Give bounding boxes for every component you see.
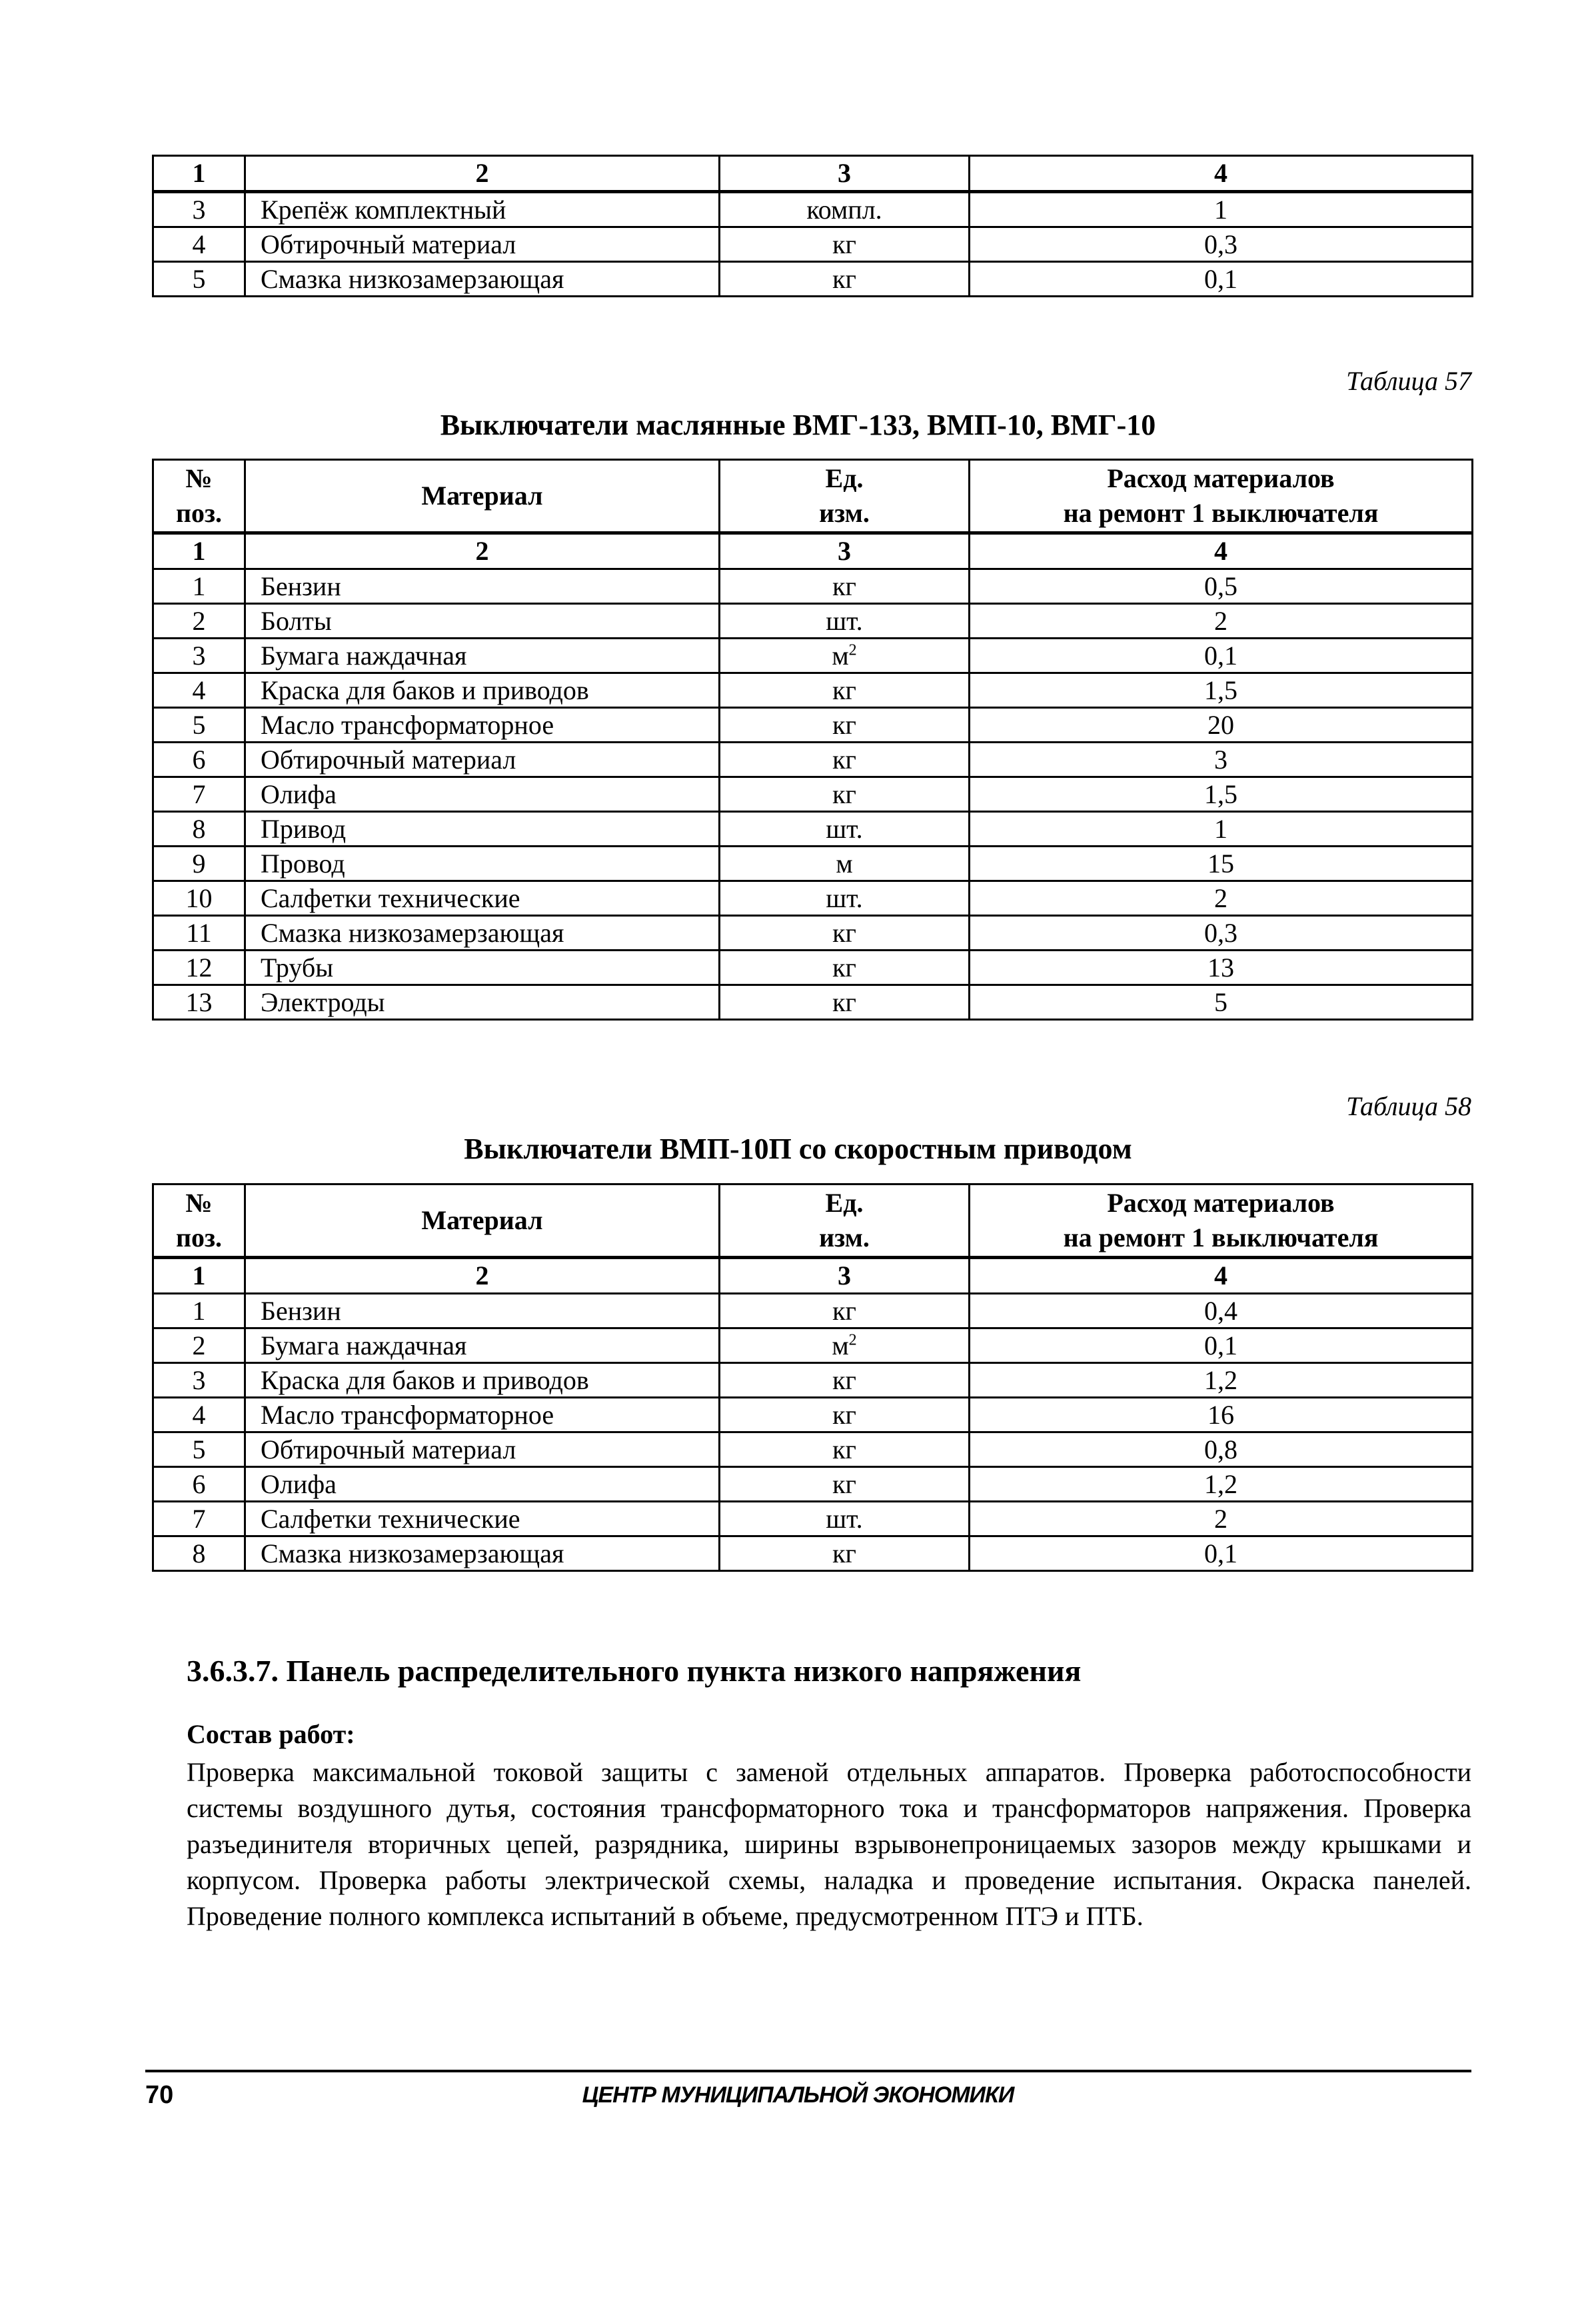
table-57 — [152, 459, 1473, 1021]
quantity-cell-text: 0,8 — [1204, 1434, 1237, 1464]
header-row — [153, 460, 1473, 533]
position-cell-text: 6 — [192, 1468, 206, 1499]
table-58 — [152, 1183, 1473, 1572]
continued-table — [152, 155, 1473, 297]
section-paragraph — [187, 1754, 1471, 1934]
unit-cell — [720, 743, 970, 777]
material-cell-text: Провод — [261, 848, 345, 879]
material-cell — [245, 1432, 720, 1467]
unit-cell — [720, 777, 970, 812]
unit-cell — [720, 1328, 970, 1363]
publisher-name: ЦЕНТР МУНИЦИПАЛЬНОЙ ЭКОНОМИКИ — [582, 2082, 1014, 2108]
position-cell — [153, 604, 245, 639]
unit-cell-text: кг — [832, 1364, 856, 1395]
unit-cell-text: кг — [832, 987, 856, 1017]
position-cell — [153, 708, 245, 743]
position-cell-text: 11 — [186, 917, 212, 948]
material-cell — [245, 881, 720, 916]
quantity-cell-text: 2 — [1214, 1503, 1227, 1534]
material-cell-text: Олифа — [261, 779, 337, 809]
column-number: 1 — [153, 533, 245, 569]
unit-cell-text: кг — [832, 952, 856, 983]
column-number: 2 — [245, 533, 720, 569]
unit-cell — [720, 1536, 970, 1571]
material-cell — [245, 1536, 720, 1571]
material-cell — [245, 743, 720, 777]
unit-cell — [720, 1294, 970, 1328]
quantity-cell-text: 2 — [1214, 605, 1227, 636]
unit-cell-text: м — [832, 640, 849, 671]
quantity-cell-text: 0,1 — [1204, 1538, 1237, 1568]
material-cell — [245, 951, 720, 985]
unit-cell — [720, 639, 970, 673]
unit-cell — [720, 916, 970, 951]
position-cell — [153, 743, 245, 777]
table-row — [153, 1502, 1473, 1536]
position-cell — [153, 673, 245, 708]
table-58-title: Выключатели ВМП-10П со скоростным приводом — [464, 1133, 1132, 1165]
header-position — [153, 1184, 245, 1258]
position-cell-text: 3 — [192, 1364, 206, 1395]
quantity-cell — [970, 881, 1473, 916]
quantity-cell — [970, 673, 1473, 708]
quantity-cell — [970, 847, 1473, 881]
position-cell-text: 12 — [185, 952, 213, 983]
quantity-cell-text: 0,1 — [1204, 1330, 1237, 1360]
table-58-caption: Таблица 58 — [1346, 1091, 1471, 1121]
material-cell-text: Бензин — [261, 1295, 341, 1326]
table-57-title: Выключатели маслянные ВМГ-133, ВМП-10, ВМГ-10 — [440, 409, 1156, 441]
footer-divider — [145, 2070, 1471, 2072]
unit-cell-text: кг — [832, 779, 856, 809]
position-cell-text: 2 — [192, 1330, 206, 1360]
material-cell-text: Привод — [261, 813, 347, 844]
header-row — [153, 1184, 1473, 1258]
unit-cell — [720, 847, 970, 881]
section-heading: 3.6.3.7. Панель распределительного пункта низкого напряжения — [187, 1654, 1082, 1688]
quantity-cell-text: 3 — [1214, 744, 1227, 775]
unit-cell — [720, 604, 970, 639]
unit-cell-text: кг — [832, 917, 856, 948]
material-cell-text: Салфетки технические — [261, 883, 520, 913]
quantity-cell-text: 2 — [1214, 883, 1227, 913]
quantity-cell — [970, 1363, 1473, 1398]
material-cell — [245, 1328, 720, 1363]
header-unit-line1: Ед. — [825, 1188, 864, 1218]
header-unit — [720, 460, 970, 533]
material-cell-text: Обтирочный материал — [261, 1434, 516, 1464]
material-cell-text: Смазка низкозамерзающая — [261, 917, 564, 948]
material-cell-text: Болты — [261, 605, 332, 636]
table-row — [153, 708, 1473, 743]
header-material: Материал — [245, 460, 720, 533]
table-row — [153, 1467, 1473, 1502]
position-cell-text: 1 — [192, 1295, 206, 1326]
quantity-cell-text: 1,5 — [1204, 675, 1237, 705]
unit-cell-text: шт. — [826, 883, 863, 913]
position-cell — [153, 812, 245, 847]
position-cell — [153, 985, 245, 1020]
material-cell — [245, 1467, 720, 1502]
table-row — [153, 743, 1473, 777]
table-row — [153, 639, 1473, 673]
quantity-cell-text: 0,1 — [1204, 640, 1237, 671]
column-number: 4 — [970, 533, 1473, 569]
material-cell — [245, 1398, 720, 1432]
table-row — [153, 192, 1473, 227]
column-number: 4 — [970, 1258, 1473, 1294]
table-row — [153, 951, 1473, 985]
unit-cell — [720, 1363, 970, 1398]
quantity-cell — [970, 812, 1473, 847]
unit-cell-text: кг — [832, 675, 856, 705]
material-cell-text: Краска для баков и приводов — [261, 1364, 589, 1395]
material-cell — [245, 916, 720, 951]
unit-cell-text: кг — [832, 744, 856, 775]
position-cell: 5 — [153, 262, 245, 297]
quantity-cell-text: 15 — [1207, 848, 1234, 879]
position-cell-text: 10 — [185, 883, 213, 913]
material-cell-text: Салфетки технические — [261, 1503, 520, 1534]
position-cell — [153, 916, 245, 951]
unit-cell-text: шт. — [826, 813, 863, 844]
table-row — [153, 847, 1473, 881]
unit-cell-text: м — [836, 848, 853, 879]
unit-cell — [720, 1467, 970, 1502]
unit-cell — [720, 1432, 970, 1467]
material-cell — [245, 673, 720, 708]
position-cell — [153, 847, 245, 881]
unit-cell: кг — [720, 262, 970, 297]
column-number: 4 — [970, 156, 1473, 192]
page-number: 70 — [145, 2081, 174, 2109]
unit-cell — [720, 951, 970, 985]
table-row — [153, 916, 1473, 951]
position-cell: 3 — [153, 192, 245, 227]
column-number-row — [153, 533, 1473, 569]
table-row — [153, 604, 1473, 639]
unit-cell-text: шт. — [826, 605, 863, 636]
table-row — [153, 1328, 1473, 1363]
header-unit — [720, 1184, 970, 1258]
quantity-cell-text: 5 — [1214, 987, 1227, 1017]
unit-cell-text: шт. — [826, 1503, 863, 1534]
position-cell-text: 1 — [192, 571, 206, 601]
quantity-cell — [970, 1432, 1473, 1467]
header-position — [153, 460, 245, 533]
unit-superscript: 2 — [848, 641, 857, 659]
quantity-cell — [970, 639, 1473, 673]
quantity-cell — [970, 1536, 1473, 1571]
quantity-cell-text: 0,5 — [1204, 571, 1237, 601]
material-cell — [245, 777, 720, 812]
column-number: 2 — [245, 156, 720, 192]
position-cell-text: 13 — [185, 987, 213, 1017]
quantity-cell-text: 13 — [1207, 952, 1234, 983]
header-position-line2: поз. — [175, 1222, 223, 1252]
header-quantity-line2: на ремонт 1 выключателя — [1063, 1222, 1379, 1252]
quantity-cell — [970, 708, 1473, 743]
unit-cell-text: кг — [832, 709, 856, 740]
quantity-cell — [970, 1398, 1473, 1432]
position-cell-text: 2 — [192, 605, 206, 636]
quantity-cell — [970, 951, 1473, 985]
table-57-body — [153, 569, 1473, 1020]
position-cell — [153, 569, 245, 604]
header-material: Материал — [245, 1184, 720, 1258]
column-number: 3 — [720, 156, 970, 192]
position-cell — [153, 1398, 245, 1432]
column-number-row — [153, 156, 1473, 192]
column-number: 1 — [153, 1258, 245, 1294]
material-cell-text: Масло трансформаторное — [261, 709, 554, 740]
quantity-cell — [970, 1294, 1473, 1328]
position-cell-text: 3 — [192, 640, 206, 671]
unit-cell — [720, 1502, 970, 1536]
material-cell-text: Олифа — [261, 1468, 337, 1499]
table-57-caption: Таблица 57 — [1346, 366, 1471, 396]
unit-cell — [720, 881, 970, 916]
table-row — [153, 1432, 1473, 1467]
unit-cell — [720, 1398, 970, 1432]
column-number: 2 — [245, 1258, 720, 1294]
position-cell-text: 4 — [192, 1399, 206, 1430]
table-row — [153, 1536, 1473, 1571]
position-cell — [153, 951, 245, 985]
unit-cell — [720, 673, 970, 708]
quantity-cell — [970, 569, 1473, 604]
position-cell: 4 — [153, 227, 245, 262]
quantity-cell: 1 — [970, 192, 1473, 227]
material-cell — [245, 847, 720, 881]
quantity-cell-text: 1,2 — [1204, 1364, 1237, 1395]
table-row — [153, 1363, 1473, 1398]
table-row — [153, 985, 1473, 1020]
position-cell-text: 5 — [192, 709, 206, 740]
unit-cell-text: кг — [832, 1399, 856, 1430]
unit-cell-text: кг — [832, 1434, 856, 1464]
quantity-cell — [970, 1467, 1473, 1502]
table-row — [153, 1398, 1473, 1432]
material-cell — [245, 569, 720, 604]
header-unit-line2: изм. — [819, 498, 870, 528]
section-subheading: Состав работ: — [187, 1719, 355, 1749]
table-row — [153, 673, 1473, 708]
quantity-cell — [970, 743, 1473, 777]
position-cell-text: 9 — [192, 848, 206, 879]
quantity-cell-text: 1 — [1214, 813, 1227, 844]
header-position-line1: № — [185, 463, 213, 493]
column-number-row — [153, 1258, 1473, 1294]
table-row — [153, 881, 1473, 916]
position-cell-text: 4 — [192, 675, 206, 705]
position-cell — [153, 881, 245, 916]
quantity-cell — [970, 1328, 1473, 1363]
position-cell — [153, 639, 245, 673]
header-quantity — [970, 460, 1473, 533]
quantity-cell: 0,1 — [970, 262, 1473, 297]
material-cell-text: Смазка низкозамерзающая — [261, 1538, 564, 1568]
header-position-line1: № — [185, 1188, 213, 1218]
material-cell-text: Бумага наждачная — [261, 640, 467, 671]
column-number: 1 — [153, 156, 245, 192]
header-position-line2: поз. — [175, 498, 223, 528]
position-cell-text: 8 — [192, 813, 206, 844]
material-cell-text: Трубы — [261, 952, 334, 983]
position-cell-text: 7 — [192, 779, 206, 809]
column-number: 3 — [720, 1258, 970, 1294]
position-cell — [153, 1432, 245, 1467]
table-row — [153, 812, 1473, 847]
position-cell-text: 7 — [192, 1503, 206, 1534]
header-quantity-line1: Расход материалов — [1107, 1188, 1335, 1218]
position-cell-text: 8 — [192, 1538, 206, 1568]
position-cell — [153, 1536, 245, 1571]
header-quantity-line2: на ремонт 1 выключателя — [1063, 498, 1379, 528]
material-cell — [245, 604, 720, 639]
unit-cell — [720, 985, 970, 1020]
position-cell — [153, 1467, 245, 1502]
quantity-cell-text: 1,5 — [1204, 779, 1237, 809]
table-row — [153, 1294, 1473, 1328]
material-cell — [245, 1502, 720, 1536]
quantity-cell — [970, 916, 1473, 951]
material-cell — [245, 1294, 720, 1328]
table-58-body — [153, 1294, 1473, 1571]
section-paragraph-text: Проверка максимальной токовой защиты с заменой отдельных аппаратов. Проверка работоспособности системы воздушного дутья, состояния трансформаторного тока и трансформаторов напряжения. Проверка разъединителя вторичных цепей, разрядника, ширины взрывонепроницаемых зазоров между крышками и корпусом. Проверка работы электрической схемы, наладка и проведение испытания. Окраска панелей. Проведение полного комплекса испытаний в объеме, предусмотренном ПТЭ и ПТБ. — [187, 1757, 1471, 1931]
material-cell-text: Бумага наждачная — [261, 1330, 467, 1360]
header-quantity-line1: Расход материалов — [1107, 463, 1335, 493]
position-cell-text: 5 — [192, 1434, 206, 1464]
quantity-cell-text: 1,2 — [1204, 1468, 1237, 1499]
unit-cell-text: м — [832, 1330, 849, 1360]
table-row — [153, 777, 1473, 812]
position-cell — [153, 777, 245, 812]
unit-cell-text: кг — [832, 1538, 856, 1568]
quantity-cell-text: 0,3 — [1204, 917, 1237, 948]
unit-cell — [720, 708, 970, 743]
column-number: 3 — [720, 533, 970, 569]
material-cell-text: Бензин — [261, 571, 341, 601]
material-cell — [245, 985, 720, 1020]
position-cell — [153, 1502, 245, 1536]
unit-cell-text: кг — [832, 571, 856, 601]
quantity-cell-text: 0,4 — [1204, 1295, 1237, 1326]
quantity-cell-text: 20 — [1207, 709, 1234, 740]
quantity-cell — [970, 985, 1473, 1020]
material-cell — [245, 639, 720, 673]
material-cell: Крепёж комплектный — [245, 192, 720, 227]
unit-cell-text: кг — [832, 1468, 856, 1499]
position-cell — [153, 1294, 245, 1328]
header-unit-line2: изм. — [819, 1222, 870, 1252]
material-cell-text: Электроды — [261, 987, 385, 1017]
material-cell: Смазка низкозамерзающая — [245, 262, 720, 297]
material-cell-text: Краска для баков и приводов — [261, 675, 589, 705]
quantity-cell: 0,3 — [970, 227, 1473, 262]
header-unit-line1: Ед. — [825, 463, 864, 493]
unit-cell — [720, 569, 970, 604]
material-cell — [245, 812, 720, 847]
position-cell — [153, 1328, 245, 1363]
unit-cell: компл. — [720, 192, 970, 227]
unit-cell: кг — [720, 227, 970, 262]
material-cell — [245, 1363, 720, 1398]
quantity-cell — [970, 1502, 1473, 1536]
material-cell: Обтирочный материал — [245, 227, 720, 262]
unit-superscript: 2 — [848, 1331, 857, 1349]
material-cell-text: Обтирочный материал — [261, 744, 516, 775]
table-row — [153, 227, 1473, 262]
header-quantity — [970, 1184, 1473, 1258]
quantity-cell — [970, 604, 1473, 639]
position-cell — [153, 1363, 245, 1398]
quantity-cell — [970, 777, 1473, 812]
quantity-cell-text: 16 — [1207, 1399, 1234, 1430]
material-cell-text: Масло трансформаторное — [261, 1399, 554, 1430]
position-cell-text: 6 — [192, 744, 206, 775]
table-row — [153, 262, 1473, 297]
table-row — [153, 569, 1473, 604]
unit-cell — [720, 812, 970, 847]
unit-cell-text: кг — [832, 1295, 856, 1326]
material-cell — [245, 708, 720, 743]
